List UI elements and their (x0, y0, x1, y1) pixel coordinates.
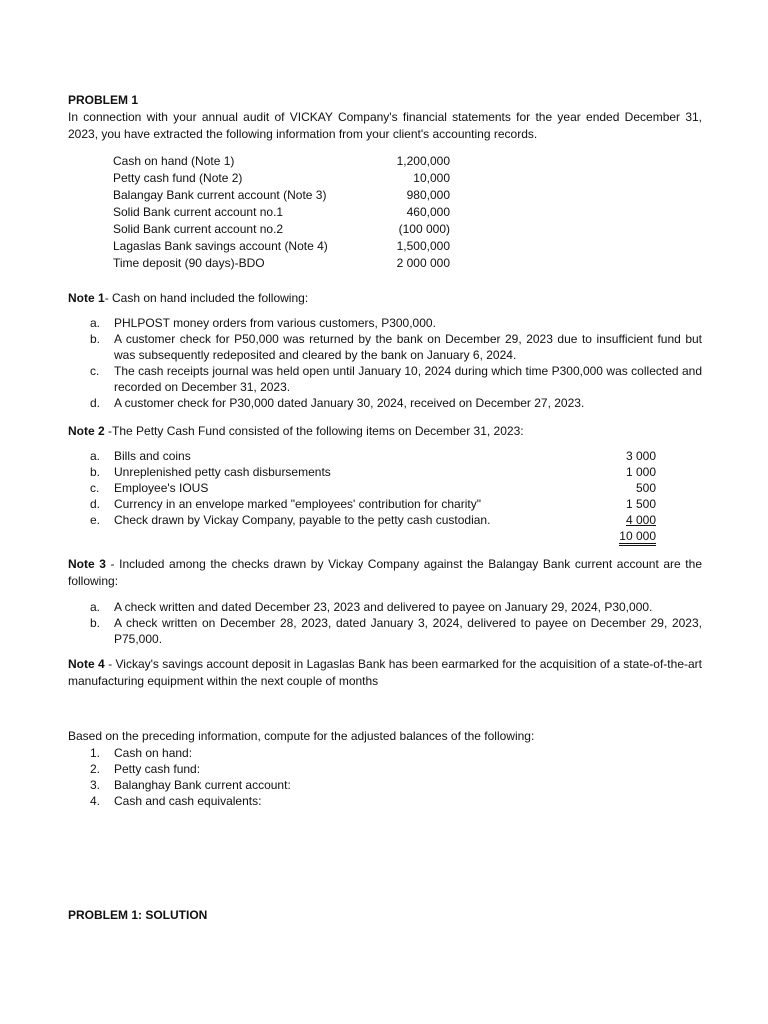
list-marker: a. (90, 600, 101, 614)
list-marker: e. (90, 513, 101, 527)
list-marker: c. (90, 481, 100, 495)
petty-cash-amount-underlined: 4 000 (625, 513, 656, 527)
account-row (113, 221, 702, 238)
list-item (68, 363, 702, 395)
account-label: Solid Bank current account no.2 (113, 222, 284, 236)
petty-cash-item (68, 480, 702, 496)
list-marker: c. (90, 364, 100, 378)
list-marker: 1. (90, 746, 101, 760)
question-text: Balanghay Bank current account: (114, 778, 291, 792)
note2-text: -The Petty Cash Fund consisted of the following items on December 31, 2023: (104, 424, 524, 438)
question-text: Cash on hand: (114, 746, 193, 760)
list-text: A customer check for P50,000 was returned by the bank on December 29, 2023 due to insufficient fund but was subsequently redeposited and cleared by the bank on January 6, 2024. (114, 332, 702, 362)
petty-cash-list (68, 448, 702, 546)
question-text: Petty cash fund: (114, 762, 201, 776)
list-marker: 4. (90, 794, 101, 808)
list-marker: b. (90, 465, 101, 479)
list-marker: a. (90, 449, 101, 463)
note4-paragraph (68, 656, 702, 690)
account-row (113, 204, 702, 221)
petty-cash-amount: 500 (635, 481, 656, 495)
list-text: A check written and dated December 23, 2023 and delivered to payee on January 29, 2024, P30,000. (114, 600, 653, 614)
document-page (68, 92, 702, 924)
problem-intro: In connection with your annual audit of VICKAY Company's financial statements for the year ended December 31, 2023, you have extracted the following information from your client's accounting records. (68, 110, 702, 141)
petty-cash-amount: 3 000 (625, 449, 656, 463)
petty-cash-text: Check drawn by Vickay Company, payable to the petty cash custodian. (114, 513, 491, 527)
account-value: 980,000 (406, 188, 450, 202)
account-label: Time deposit (90 days)-BDO (113, 256, 265, 270)
note4-label: Note 4 (68, 657, 105, 671)
account-label: Solid Bank current account no.1 (113, 205, 284, 219)
account-value: 2 000 000 (396, 256, 450, 270)
account-value: 1,500,000 (396, 239, 450, 253)
account-value: (100 000) (398, 222, 450, 236)
account-value: 10,000 (413, 171, 450, 185)
question-item (68, 793, 702, 809)
petty-cash-total-cell (514, 528, 656, 546)
accounts-list (113, 153, 702, 272)
note1-label: Note 1 (68, 291, 105, 305)
list-text: PHLPOST money orders from various customers, P300,000. (114, 316, 436, 330)
question-text: Cash and cash equivalents: (114, 794, 262, 808)
note2-heading (68, 423, 702, 440)
list-marker: 3. (90, 778, 101, 792)
account-row (113, 153, 702, 170)
petty-cash-text: Currency in an envelope marked "employees' contribution for charity" (114, 497, 481, 511)
account-row (113, 255, 702, 272)
list-item (68, 615, 702, 647)
question-item (68, 745, 702, 761)
petty-cash-amount (514, 512, 656, 528)
question-item (68, 777, 702, 793)
petty-cash-amount: 1 000 (625, 465, 656, 479)
note2-label: Note 2 (68, 424, 105, 438)
petty-cash-text: Employee's IOUS (114, 481, 209, 495)
account-label: Lagaslas Bank savings account (Note 4) (113, 239, 328, 253)
problem-title: PROBLEM 1 (68, 93, 139, 107)
list-marker: d. (90, 396, 101, 410)
account-row (113, 187, 702, 204)
note3-heading (68, 556, 702, 590)
petty-cash-text: Bills and coins (114, 449, 191, 463)
note1-heading (68, 290, 702, 307)
petty-cash-total: 10 000 (619, 529, 656, 546)
list-item (68, 599, 702, 615)
solution-title: PROBLEM 1: SOLUTION (68, 908, 208, 922)
petty-cash-item (68, 464, 702, 480)
list-text: A customer check for P30,000 dated January 30, 2024, received on December 27, 2023. (114, 396, 585, 410)
list-marker: d. (90, 497, 101, 511)
note4-text: - Vickay's savings account deposit in Lagaslas Bank has been earmarked for the acquisition of a state-of-the-art manufacturing equipment within the next couple of months (68, 657, 702, 688)
list-item (68, 331, 702, 363)
petty-cash-total-row (68, 528, 702, 546)
account-label: Balangay Bank current account (Note 3) (113, 188, 327, 202)
note1-text: - Cash on hand included the following: (104, 291, 309, 305)
petty-cash-amount: 1 500 (625, 497, 656, 511)
petty-cash-item (68, 496, 702, 512)
list-marker: b. (90, 616, 101, 630)
note3-list (68, 599, 702, 647)
petty-cash-item (68, 448, 702, 464)
list-marker: 2. (90, 762, 101, 776)
question-item (68, 761, 702, 777)
list-marker: a. (90, 316, 101, 330)
account-label: Petty cash fund (Note 2) (113, 171, 243, 185)
note3-text: - Included among the checks drawn by Vickay Company against the Balangay Bank current account are the following: (68, 557, 702, 588)
note3-label: Note 3 (68, 557, 106, 571)
list-marker: b. (90, 332, 101, 346)
petty-cash-text: Unreplenished petty cash disbursements (114, 465, 331, 479)
note1-list (68, 315, 702, 411)
questions-intro: Based on the preceding information, compute for the adjusted balances of the following: (68, 729, 535, 743)
account-value: 1,200,000 (396, 154, 450, 168)
account-label: Cash on hand (Note 1) (113, 154, 235, 168)
account-value: 460,000 (406, 205, 450, 219)
list-text: The cash receipts journal was held open until January 10, 2024 during which time P300,000 was collected and recorded on December 31, 2023. (114, 364, 702, 394)
list-text: A check written on December 28, 2023, dated January 3, 2024, delivered to payee on December 29, 2023, P75,000. (114, 616, 702, 646)
list-item (68, 395, 702, 411)
questions-list (68, 745, 702, 809)
account-row (113, 238, 702, 255)
account-row (113, 170, 702, 187)
list-item (68, 315, 702, 331)
petty-cash-item (68, 512, 702, 528)
